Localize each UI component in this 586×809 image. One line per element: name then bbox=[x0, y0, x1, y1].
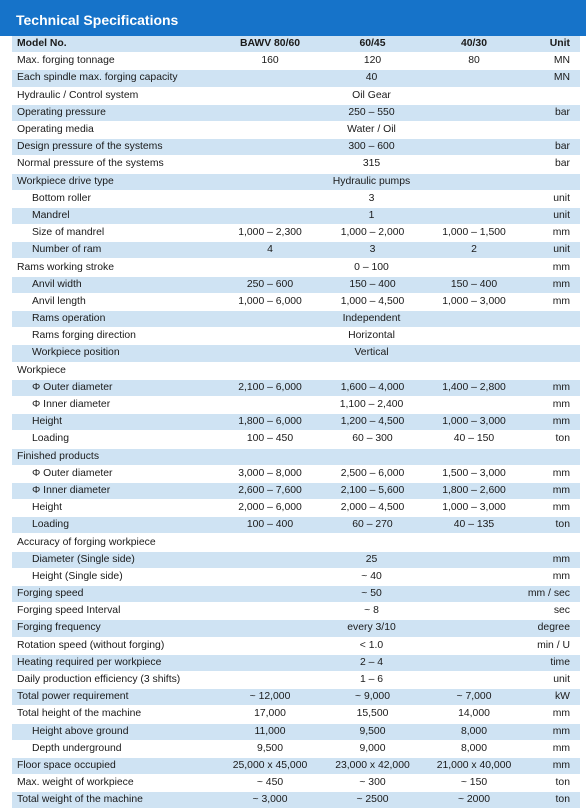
spec-table bbox=[12, 36, 580, 809]
row-value-all-models: Vertical bbox=[217, 345, 526, 362]
row-value-c: 1,500 – 3,000 bbox=[422, 465, 526, 482]
row-label: Number of ram bbox=[12, 242, 217, 259]
table-row bbox=[12, 534, 580, 551]
row-value-a: ~ 3,000 bbox=[217, 792, 323, 809]
row-label: Size of mandrel bbox=[12, 225, 217, 242]
row-value-c: 8,000 bbox=[422, 740, 526, 757]
table-row bbox=[12, 706, 580, 723]
row-value-a: 2,600 – 7,600 bbox=[217, 482, 323, 499]
row-value-a: 3,000 – 8,000 bbox=[217, 465, 323, 482]
row-unit: ton bbox=[526, 431, 580, 448]
row-value-all-models: 25 bbox=[217, 551, 526, 568]
row-label: Mandrel bbox=[12, 207, 217, 224]
table-row bbox=[12, 775, 580, 792]
row-unit: mm bbox=[526, 740, 580, 757]
row-unit bbox=[526, 173, 580, 190]
row-value-all-models: Water / Oil bbox=[217, 121, 526, 138]
page-title: Technical Specifications bbox=[0, 0, 586, 36]
row-label: Rams forging direction bbox=[12, 328, 217, 345]
row-value-c: ~ 2000 bbox=[422, 792, 526, 809]
row-label: Φ Outer diameter bbox=[12, 379, 217, 396]
row-value-c: 150 – 400 bbox=[422, 276, 526, 293]
row-value-b: 60 – 270 bbox=[323, 517, 422, 534]
row-unit: unit bbox=[526, 242, 580, 259]
row-unit: MN bbox=[526, 53, 580, 70]
row-value-b: 1,200 – 4,500 bbox=[323, 414, 422, 431]
row-unit: ton bbox=[526, 792, 580, 809]
row-value-all-models: 1 – 6 bbox=[217, 671, 526, 688]
row-label: Hydraulic / Control system bbox=[12, 87, 217, 104]
row-unit: mm bbox=[526, 396, 580, 413]
table-row bbox=[12, 568, 580, 585]
row-value-all-models: Oil Gear bbox=[217, 87, 526, 104]
row-value-all-models: 250 – 550 bbox=[217, 104, 526, 121]
row-value-c: 1,800 – 2,600 bbox=[422, 482, 526, 499]
row-label: Anvil width bbox=[12, 276, 217, 293]
row-value-b: 60 – 300 bbox=[323, 431, 422, 448]
row-value-b: 120 bbox=[323, 53, 422, 70]
row-value-a: 1,000 – 6,000 bbox=[217, 293, 323, 310]
row-value-b: ~ 300 bbox=[323, 775, 422, 792]
row-unit bbox=[526, 448, 580, 465]
row-value-b: 9,000 bbox=[323, 740, 422, 757]
table-row bbox=[12, 757, 580, 774]
table-row bbox=[12, 500, 580, 517]
row-label: Workpiece drive type bbox=[12, 173, 217, 190]
row-value-all-models: ~ 8 bbox=[217, 603, 526, 620]
row-unit: mm bbox=[526, 551, 580, 568]
table-row bbox=[12, 173, 580, 190]
row-value-a bbox=[217, 448, 323, 465]
row-label: Heating required per workpiece bbox=[12, 654, 217, 671]
row-value-c: 1,400 – 2,800 bbox=[422, 379, 526, 396]
row-value-a: 25,000 x 45,000 bbox=[217, 757, 323, 774]
row-label: Max. weight of workpiece bbox=[12, 775, 217, 792]
table-row bbox=[12, 603, 580, 620]
row-unit: kW bbox=[526, 689, 580, 706]
table-row bbox=[12, 465, 580, 482]
header-model-a: BAWV 80/60 bbox=[217, 36, 323, 53]
row-value-b: 150 – 400 bbox=[323, 276, 422, 293]
row-label: Operating media bbox=[12, 121, 217, 138]
row-value-b: 2,000 – 4,500 bbox=[323, 500, 422, 517]
row-label: Diameter (Single side) bbox=[12, 551, 217, 568]
row-value-c: 2 bbox=[422, 242, 526, 259]
table-row bbox=[12, 190, 580, 207]
row-label: Rams working stroke bbox=[12, 259, 217, 276]
table-row bbox=[12, 689, 580, 706]
table-row bbox=[12, 551, 580, 568]
row-label: Loading bbox=[12, 431, 217, 448]
row-label: Normal pressure of the systems bbox=[12, 156, 217, 173]
row-unit: degree bbox=[526, 620, 580, 637]
row-value-b: 1,000 – 2,000 bbox=[323, 225, 422, 242]
row-value-b: 3 bbox=[323, 242, 422, 259]
table-row bbox=[12, 671, 580, 688]
row-label: Loading bbox=[12, 517, 217, 534]
table-row bbox=[12, 482, 580, 499]
row-unit: unit bbox=[526, 190, 580, 207]
table-row bbox=[12, 345, 580, 362]
table-row bbox=[12, 723, 580, 740]
table-row bbox=[12, 311, 580, 328]
row-value-c: ~ 150 bbox=[422, 775, 526, 792]
row-value-all-models: every 3/10 bbox=[217, 620, 526, 637]
row-label: Workpiece position bbox=[12, 345, 217, 362]
row-value-a: 100 – 400 bbox=[217, 517, 323, 534]
table-header-row bbox=[12, 36, 580, 53]
row-unit: time bbox=[526, 654, 580, 671]
row-unit: mm bbox=[526, 379, 580, 396]
row-label: Height (Single side) bbox=[12, 568, 217, 585]
table-row bbox=[12, 139, 580, 156]
table-row bbox=[12, 620, 580, 637]
row-value-all-models: Horizontal bbox=[217, 328, 526, 345]
row-value-c: ~ 7,000 bbox=[422, 689, 526, 706]
row-label: Rotation speed (without forging) bbox=[12, 637, 217, 654]
row-value-b: 1,600 – 4,000 bbox=[323, 379, 422, 396]
row-label: Rams operation bbox=[12, 311, 217, 328]
table-row bbox=[12, 637, 580, 654]
row-unit bbox=[526, 345, 580, 362]
row-unit: mm bbox=[526, 757, 580, 774]
row-unit: ton bbox=[526, 775, 580, 792]
row-unit: ton bbox=[526, 517, 580, 534]
row-label: Floor space occupied bbox=[12, 757, 217, 774]
row-value-c: 40 – 135 bbox=[422, 517, 526, 534]
table-row bbox=[12, 586, 580, 603]
row-label: Forging speed Interval bbox=[12, 603, 217, 620]
row-value-a: 250 – 600 bbox=[217, 276, 323, 293]
row-value-c: 1,000 – 3,000 bbox=[422, 414, 526, 431]
row-value-a: ~ 450 bbox=[217, 775, 323, 792]
row-label: Bottom roller bbox=[12, 190, 217, 207]
row-value-c: 1,000 – 3,000 bbox=[422, 293, 526, 310]
row-label: Max. forging tonnage bbox=[12, 53, 217, 70]
row-unit bbox=[526, 328, 580, 345]
row-value-all-models: 315 bbox=[217, 156, 526, 173]
row-value-b: 15,500 bbox=[323, 706, 422, 723]
row-value-a: ~ 12,000 bbox=[217, 689, 323, 706]
table-row bbox=[12, 53, 580, 70]
header-model-c: 40/30 bbox=[422, 36, 526, 53]
row-value-b: ~ 2500 bbox=[323, 792, 422, 809]
table-row bbox=[12, 431, 580, 448]
row-label: Φ Inner diameter bbox=[12, 396, 217, 413]
row-unit: mm bbox=[526, 706, 580, 723]
row-value-a: 9,500 bbox=[217, 740, 323, 757]
row-value-b bbox=[323, 534, 422, 551]
row-unit: mm bbox=[526, 482, 580, 499]
row-unit: mm bbox=[526, 723, 580, 740]
row-label: Daily production efficiency (3 shifts) bbox=[12, 671, 217, 688]
row-label: Operating pressure bbox=[12, 104, 217, 121]
row-label: Forging frequency bbox=[12, 620, 217, 637]
row-unit: bar bbox=[526, 156, 580, 173]
row-unit: MN bbox=[526, 70, 580, 87]
row-value-c: 80 bbox=[422, 53, 526, 70]
row-unit: bar bbox=[526, 104, 580, 121]
header-model-b: 60/45 bbox=[323, 36, 422, 53]
row-label: Total power requirement bbox=[12, 689, 217, 706]
table-row bbox=[12, 328, 580, 345]
row-value-all-models: 300 – 600 bbox=[217, 139, 526, 156]
table-row bbox=[12, 740, 580, 757]
row-value-all-models: 2 – 4 bbox=[217, 654, 526, 671]
row-unit: mm bbox=[526, 276, 580, 293]
row-value-b: 2,100 – 5,600 bbox=[323, 482, 422, 499]
row-value-a: 17,000 bbox=[217, 706, 323, 723]
table-row bbox=[12, 259, 580, 276]
table-row bbox=[12, 156, 580, 173]
row-value-a: 1,000 – 2,300 bbox=[217, 225, 323, 242]
row-value-c: 14,000 bbox=[422, 706, 526, 723]
row-value-b: 1,000 – 4,500 bbox=[323, 293, 422, 310]
table-row bbox=[12, 104, 580, 121]
row-label: Height bbox=[12, 500, 217, 517]
row-label: Height bbox=[12, 414, 217, 431]
table-row bbox=[12, 396, 580, 413]
table-row bbox=[12, 654, 580, 671]
row-unit: unit bbox=[526, 671, 580, 688]
table-row bbox=[12, 414, 580, 431]
row-value-c bbox=[422, 362, 526, 379]
row-value-b: 2,500 – 6,000 bbox=[323, 465, 422, 482]
row-label: Total height of the machine bbox=[12, 706, 217, 723]
table-row bbox=[12, 448, 580, 465]
row-value-b bbox=[323, 362, 422, 379]
row-value-a: 4 bbox=[217, 242, 323, 259]
row-value-b: ~ 9,000 bbox=[323, 689, 422, 706]
table-row bbox=[12, 379, 580, 396]
row-value-all-models: 40 bbox=[217, 70, 526, 87]
table-row bbox=[12, 70, 580, 87]
table-row bbox=[12, 207, 580, 224]
row-unit: min / U bbox=[526, 637, 580, 654]
row-unit bbox=[526, 534, 580, 551]
row-value-all-models: Hydraulic pumps bbox=[217, 173, 526, 190]
header-unit: Unit bbox=[526, 36, 580, 53]
spec-table-container bbox=[12, 36, 580, 809]
row-label: Design pressure of the systems bbox=[12, 139, 217, 156]
row-value-a: 2,100 – 6,000 bbox=[217, 379, 323, 396]
row-value-all-models: 1,100 – 2,400 bbox=[217, 396, 526, 413]
table-row bbox=[12, 87, 580, 104]
row-unit: mm bbox=[526, 500, 580, 517]
row-unit bbox=[526, 121, 580, 138]
row-value-b bbox=[323, 448, 422, 465]
row-value-c bbox=[422, 534, 526, 551]
row-unit: mm bbox=[526, 293, 580, 310]
row-value-c: 21,000 x 40,000 bbox=[422, 757, 526, 774]
row-value-all-models: Independent bbox=[217, 311, 526, 328]
row-label: Total weight of the machine bbox=[12, 792, 217, 809]
header-model-label: Model No. bbox=[12, 36, 217, 53]
table-row bbox=[12, 792, 580, 809]
row-unit bbox=[526, 87, 580, 104]
row-value-a bbox=[217, 534, 323, 551]
table-row bbox=[12, 293, 580, 310]
row-value-a: 160 bbox=[217, 53, 323, 70]
row-label: Anvil length bbox=[12, 293, 217, 310]
table-row bbox=[12, 276, 580, 293]
table-row bbox=[12, 242, 580, 259]
row-value-all-models: 1 bbox=[217, 207, 526, 224]
row-unit: mm / sec bbox=[526, 586, 580, 603]
table-row bbox=[12, 225, 580, 242]
row-value-c: 8,000 bbox=[422, 723, 526, 740]
row-unit: mm bbox=[526, 225, 580, 242]
row-value-c: 1,000 – 1,500 bbox=[422, 225, 526, 242]
row-label: Workpiece bbox=[12, 362, 217, 379]
row-label: Accuracy of forging workpiece bbox=[12, 534, 217, 551]
table-row bbox=[12, 362, 580, 379]
row-label: Each spindle max. forging capacity bbox=[12, 70, 217, 87]
row-unit: sec bbox=[526, 603, 580, 620]
row-value-all-models: 3 bbox=[217, 190, 526, 207]
row-value-a: 11,000 bbox=[217, 723, 323, 740]
row-value-a bbox=[217, 362, 323, 379]
row-value-c: 40 – 150 bbox=[422, 431, 526, 448]
row-unit: mm bbox=[526, 414, 580, 431]
row-label: Finished products bbox=[12, 448, 217, 465]
row-value-b: 23,000 x 42,000 bbox=[323, 757, 422, 774]
row-value-c bbox=[422, 448, 526, 465]
row-value-all-models: ~ 40 bbox=[217, 568, 526, 585]
row-label: Height above ground bbox=[12, 723, 217, 740]
table-row bbox=[12, 121, 580, 138]
row-unit: unit bbox=[526, 207, 580, 224]
row-unit bbox=[526, 311, 580, 328]
row-unit: mm bbox=[526, 568, 580, 585]
row-value-b: 9,500 bbox=[323, 723, 422, 740]
row-label: Depth underground bbox=[12, 740, 217, 757]
row-value-all-models: 0 – 100 bbox=[217, 259, 526, 276]
table-row bbox=[12, 517, 580, 534]
row-label: Φ Outer diameter bbox=[12, 465, 217, 482]
row-value-all-models: < 1.0 bbox=[217, 637, 526, 654]
row-value-a: 2,000 – 6,000 bbox=[217, 500, 323, 517]
row-unit: bar bbox=[526, 139, 580, 156]
row-unit: mm bbox=[526, 465, 580, 482]
row-unit: mm bbox=[526, 259, 580, 276]
row-value-all-models: ~ 50 bbox=[217, 586, 526, 603]
row-value-a: 100 – 450 bbox=[217, 431, 323, 448]
row-unit bbox=[526, 362, 580, 379]
row-value-c: 1,000 – 3,000 bbox=[422, 500, 526, 517]
row-label: Forging speed bbox=[12, 586, 217, 603]
row-value-a: 1,800 – 6,000 bbox=[217, 414, 323, 431]
row-label: Φ Inner diameter bbox=[12, 482, 217, 499]
